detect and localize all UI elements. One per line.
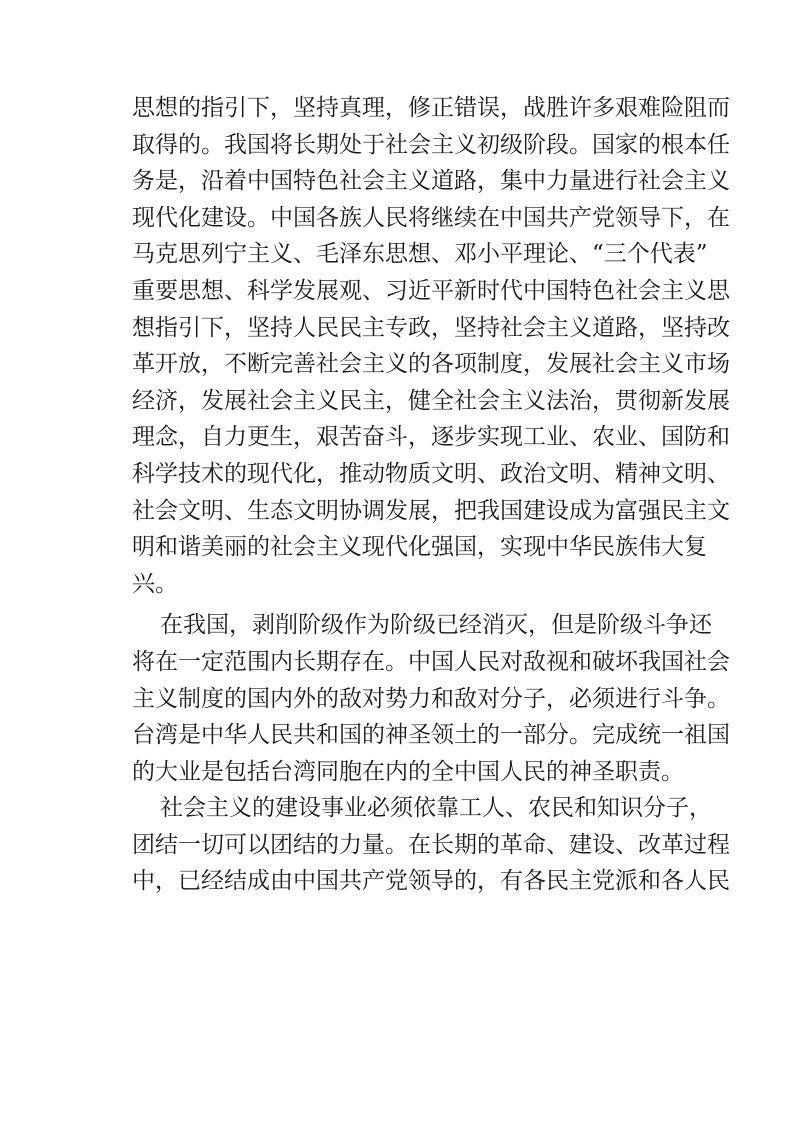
text-line: 取得的。我国将长期处于社会主义初级阶段。国家的根本任 — [132, 131, 730, 158]
text-line: 明和谐美丽的社会主义现代化强国，实现中华民族伟大复 — [132, 534, 707, 561]
text-line: 重要思想、科学发展观、习近平新时代中国特色社会主义思 — [132, 277, 730, 304]
text-line: 务是，沿着中国特色社会主义道路，集中力量进行社会主义 — [132, 168, 730, 195]
text-line: 主义制度的国内外的敌对势力和敌对分子，必须进行斗争。 — [132, 685, 730, 712]
text-line: 台湾是中华人民共和国的神圣领土的一部分。完成统一祖国 — [132, 722, 730, 749]
text-line: 将在一定范围内长期存在。中国人民对敌视和破坏我国社会 — [132, 648, 730, 675]
document-body — [132, 90, 730, 900]
text-line: 的大业是包括台湾同胞在内的全中国人民的神圣职责。 — [132, 758, 684, 785]
text-line: 革开放，不断完善社会主义的各项制度，发展社会主义市场 — [132, 351, 730, 378]
text-line: 现代化建设。中国各族人民将继续在中国共产党领导下，在 — [132, 204, 730, 231]
text-line: 兴。 — [132, 570, 178, 597]
text-line: 马克思列宁主义、毛泽东思想、邓小平理论、“三个代表” — [132, 241, 708, 268]
text-line: 思想的指引下，坚持真理，修正错误，战胜许多艰难险阻而 — [132, 95, 730, 121]
text-line: 科学技术的现代化，推动物质文明、政治文明、精神文明、 — [132, 460, 730, 487]
text-line: 团结一切可以团结的力量。在长期的革命、建设、改革过程 — [132, 831, 730, 858]
text-line: 理念，自力更生，艰苦奋斗，逐步实现工业、农业、国防和 — [132, 424, 730, 451]
text-line: 想指引下，坚持人民民主专政，坚持社会主义道路，坚持改 — [132, 314, 730, 341]
text-line: 经济，发展社会主义民主，健全社会主义法治，贯彻新发展 — [132, 387, 730, 414]
text-line: 中，已经结成由中国共产党领导的，有各民主党派和各人民 — [132, 868, 730, 895]
text-line: 在我国，剥削阶级作为阶级已经消灭，但是阶级斗争还 — [160, 612, 712, 639]
paragraph-2 — [132, 607, 730, 790]
paragraph-1 — [132, 90, 730, 602]
text-line: 社会主义的建设事业必须依靠工人、农民和知识分子， — [160, 795, 712, 822]
text-line: 社会文明、生态文明协调发展，把我国建设成为富强民主文 — [132, 497, 730, 524]
paragraph-3 — [132, 790, 730, 900]
